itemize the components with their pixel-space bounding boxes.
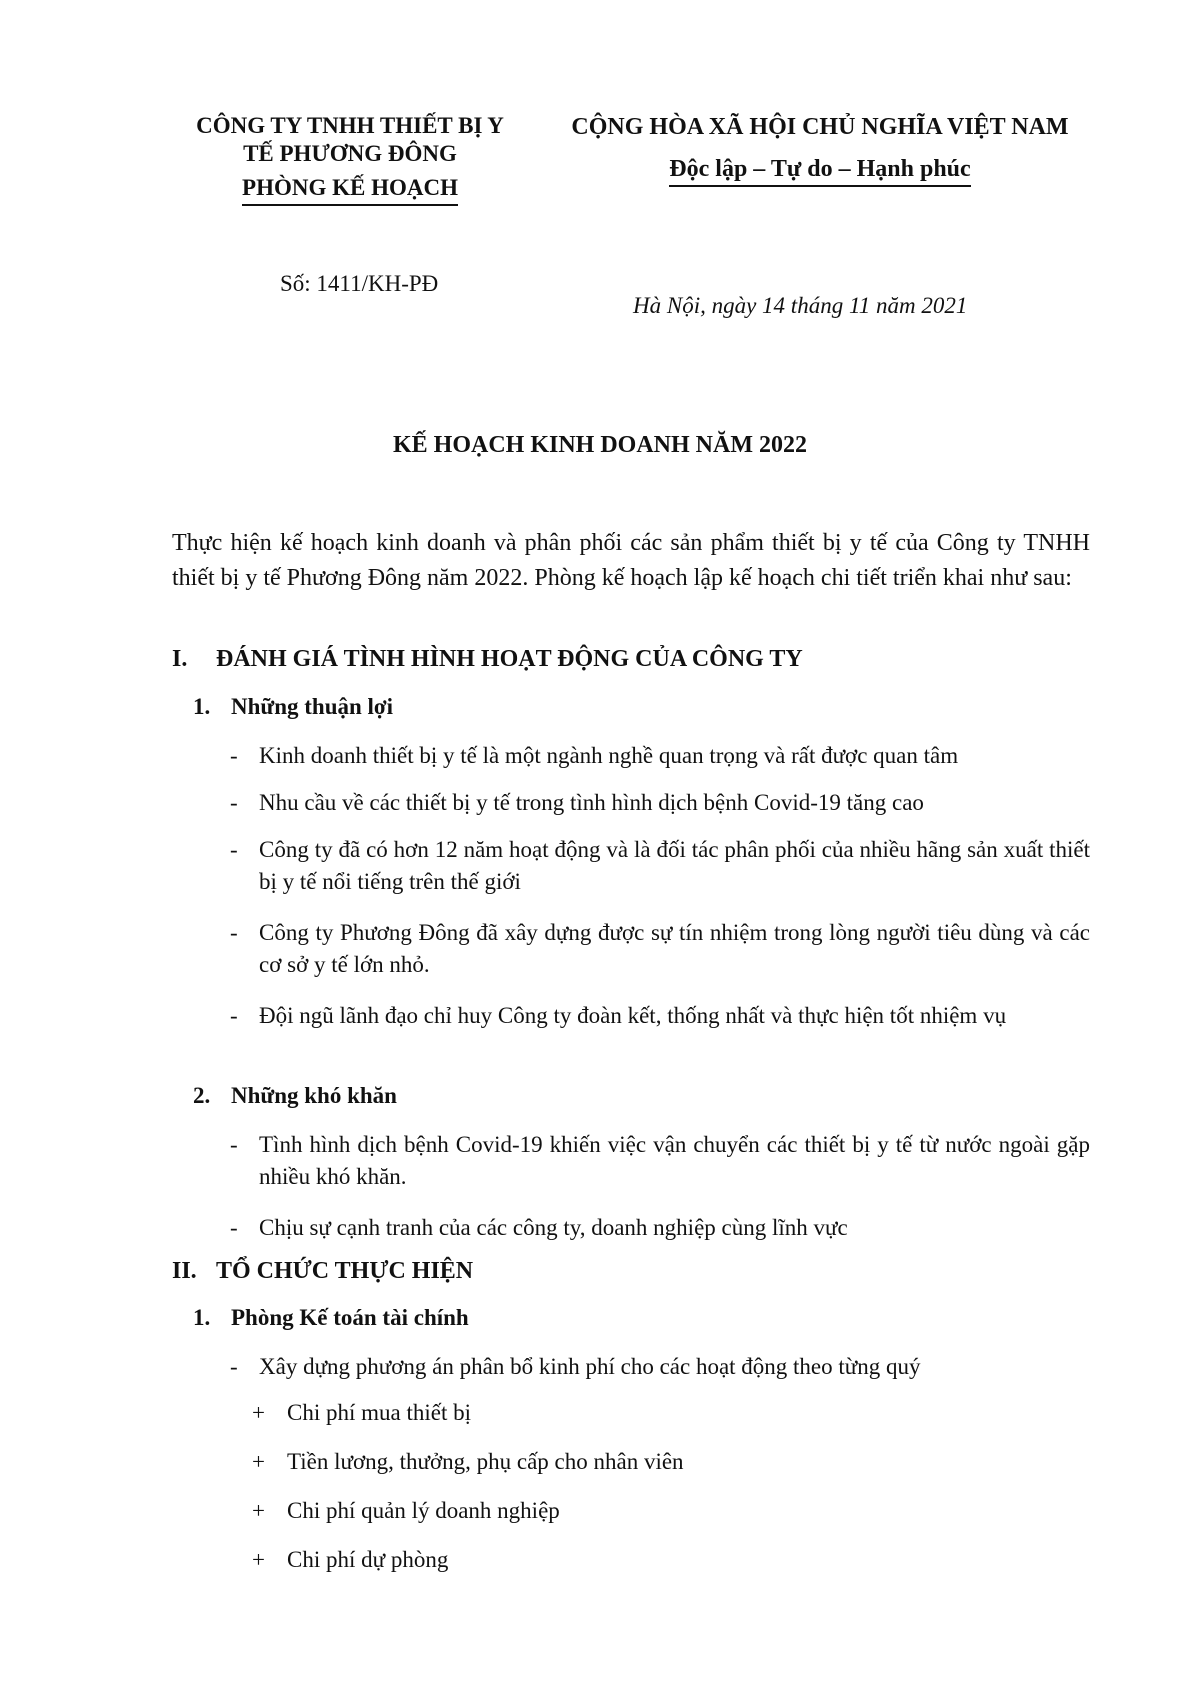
list-item-text: Tình hình dịch bệnh Covid-19 khiến việc vận chuyển các thiết bị y tế từ nước ngoài gặp nhiều khó khăn.	[259, 1132, 1090, 1189]
section-number: II.	[172, 1258, 197, 1284]
document-number: Số: 1411/KH-PĐ	[280, 271, 439, 296]
subsection-title: Những thuận lợi	[231, 694, 394, 719]
list-item-text: Kinh doanh thiết bị y tế là một ngành nghề quan trọng và rất được quan tâm	[259, 743, 959, 768]
plus-marker: +	[252, 1400, 265, 1425]
subsection-heading-advantages	[193, 694, 393, 720]
list-item	[230, 834, 1090, 898]
dash-marker: -	[230, 743, 238, 768]
department-name: PHÒNG KẾ HOẠCH	[242, 174, 458, 206]
company-header	[185, 112, 515, 206]
dash-marker: -	[230, 790, 238, 815]
sub-list-item	[252, 1498, 560, 1524]
dash-marker: -	[230, 1215, 238, 1240]
intro-paragraph: Thực hiện kế hoạch kinh doanh và phân phối các sản phẩm thiết bị y tế của Công ty TNHH thiết bị y tế Phương Đông năm 2022. Phòng kế hoạch lập kế hoạch chi tiết triển khai như sau:	[172, 530, 1090, 591]
list-item	[230, 740, 1090, 772]
national-header	[560, 112, 1080, 187]
dash-marker: -	[230, 837, 238, 862]
section-heading-1	[172, 646, 803, 673]
national-motto: Độc lập – Tự do – Hạnh phúc	[669, 154, 970, 187]
section-number: I.	[172, 646, 188, 672]
sub-list-item-text: Chi phí quản lý doanh nghiệp	[287, 1498, 560, 1523]
subsection-number: 1.	[193, 1305, 211, 1330]
list-item-text: Đội ngũ lãnh đạo chỉ huy Công ty đoàn kết, thống nhất và thực hiện tốt nhiệm vụ	[259, 1003, 1007, 1028]
sub-list-item	[252, 1400, 471, 1426]
sub-list-item	[252, 1547, 448, 1573]
dash-marker: -	[230, 1354, 238, 1379]
list-item-text: Công ty đã có hơn 12 năm hoạt động và là đối tác phân phối của nhiều hãng sản xuất thiết bị y tế nổi tiếng trên thế giới	[259, 837, 1090, 894]
document-date: Hà Nội, ngày 14 tháng 11 năm 2021	[633, 293, 968, 318]
subsection-heading-finance	[193, 1305, 469, 1331]
sub-list-item	[252, 1449, 684, 1475]
dash-marker: -	[230, 1132, 238, 1157]
sub-list-item-text: Tiền lương, thưởng, phụ cấp cho nhân viên	[287, 1449, 684, 1474]
subsection-title: Những khó khăn	[231, 1083, 397, 1108]
list-item	[230, 1129, 1090, 1193]
list-item-text: Nhu cầu về các thiết bị y tế trong tình hình dịch bệnh Covid-19 tăng cao	[259, 790, 924, 815]
subsection-number: 2.	[193, 1083, 211, 1108]
company-name-line1: CÔNG TY TNHH THIẾT BỊ Y	[196, 113, 504, 138]
list-item	[230, 1000, 1090, 1032]
section-title: ĐÁNH GIÁ TÌNH HÌNH HOẠT ĐỘNG CỦA CÔNG TY	[216, 646, 803, 672]
company-name-line2: TẾ PHƯƠNG ĐÔNG	[243, 141, 457, 166]
dash-marker: -	[230, 920, 238, 945]
plus-marker: +	[252, 1498, 265, 1523]
subsection-title: Phòng Kế toán tài chính	[231, 1305, 469, 1330]
nation-name: CỘNG HÒA XÃ HỘI CHỦ NGHĨA VIỆT NAM	[571, 114, 1069, 140]
subsection-number: 1.	[193, 694, 211, 719]
plus-marker: +	[252, 1449, 265, 1474]
list-item	[230, 1212, 1090, 1244]
list-item	[230, 917, 1090, 981]
section-title: TỔ CHỨC THỰC HIỆN	[216, 1258, 474, 1284]
list-item-text: Xây dựng phương án phân bổ kinh phí cho các hoạt động theo từng quý	[259, 1354, 921, 1379]
list-item-text: Công ty Phương Đông đã xây dựng được sự tín nhiệm trong lòng người tiêu dùng và các cơ sở y tế lớn nhỏ.	[259, 920, 1090, 977]
list-item	[230, 787, 1090, 819]
list-item-text: Chịu sự cạnh tranh của các công ty, doanh nghiệp cùng lĩnh vực	[259, 1215, 848, 1240]
subsection-heading-difficulties	[193, 1083, 397, 1109]
dash-marker: -	[230, 1003, 238, 1028]
section-heading-2	[172, 1258, 473, 1285]
list-item	[230, 1351, 1090, 1383]
sub-list-item-text: Chi phí mua thiết bị	[287, 1400, 471, 1425]
document-title: KẾ HOẠCH KINH DOANH NĂM 2022	[393, 432, 807, 458]
plus-marker: +	[252, 1547, 265, 1572]
sub-list-item-text: Chi phí dự phòng	[287, 1547, 449, 1572]
